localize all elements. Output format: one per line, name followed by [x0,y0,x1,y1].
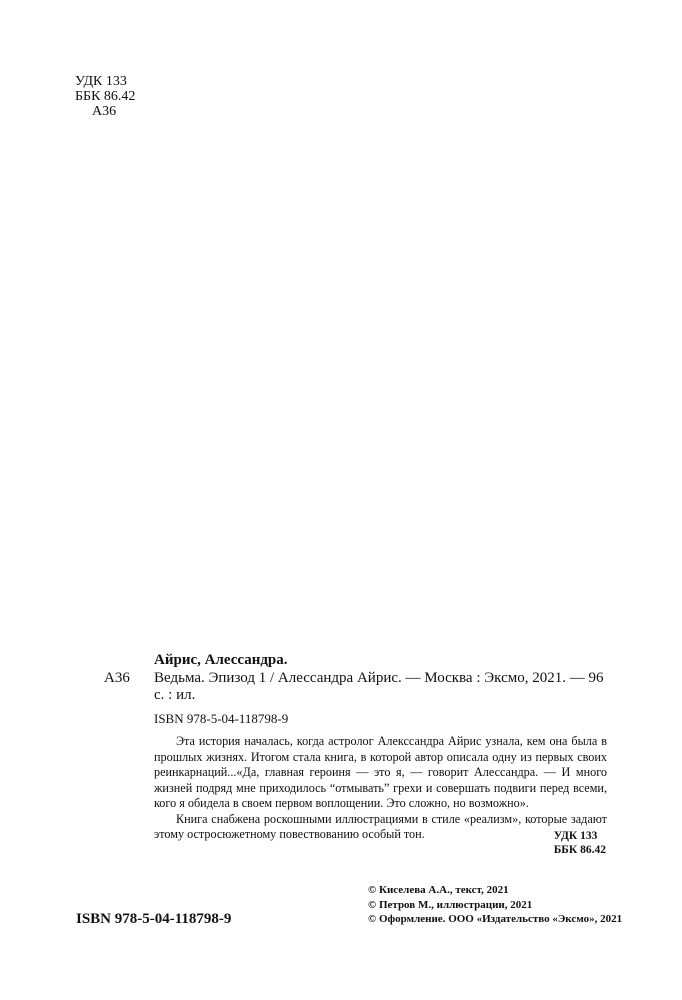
bbk-code: ББК 86.42 [75,89,136,104]
catalog-author: Айрис, Алессандра. [154,652,288,668]
copyright-line: © Киселева А.А., текст, 2021 [368,884,509,896]
copyright-block [368,883,622,927]
catalog-isbn: ISBN 978-5-04-118798-9 [154,711,289,726]
catalog-author-mark: А36 [104,670,130,686]
top-classification-codes [75,74,135,119]
udk-code: УДК 133 [75,74,127,89]
author-mark: А36 [92,104,117,119]
copyright-line: © Петров М., иллюстрации, 2021 [368,898,533,911]
catalog-title-line: Ведьма. Эпизод 1 / Алессандра Айрис. — Москва : Эксмо, 2021. — 96 с. : ил. [154,670,604,703]
copyright-line: © Оформление. ООО «Издательство «Эксмо», 2021 [368,913,623,925]
isbn-bottom: ISBN 978-5-04-118798-9 [76,911,232,927]
annotation [154,734,607,843]
udk-code-bottom: УДК 133 [553,830,598,842]
bottom-classification-codes [554,829,606,857]
annotation-paragraph: Книга снабжена роскошными иллюстрациями в стиле «реализм», которые задают этому остросюжетному повествованию особый тон. [154,811,607,841]
bbk-code-bottom: ББК 86.42 [553,844,606,856]
annotation-paragraph: Эта история началась, когда астролог Алекссандра Айрис узнала, кем она была в прошлых жизнях. Итогом стала книга, в которой автор описала одну из первых своих реинкарнаций...«Да, главная героиня — это я, — говорит Алессандра. — И много жизней подряд мне приходилось “отмывать” грехи и совершать подвиги перед всеми, кого я обидела в своем первом воплощении. Это сложно, но возможно». [154,734,607,810]
